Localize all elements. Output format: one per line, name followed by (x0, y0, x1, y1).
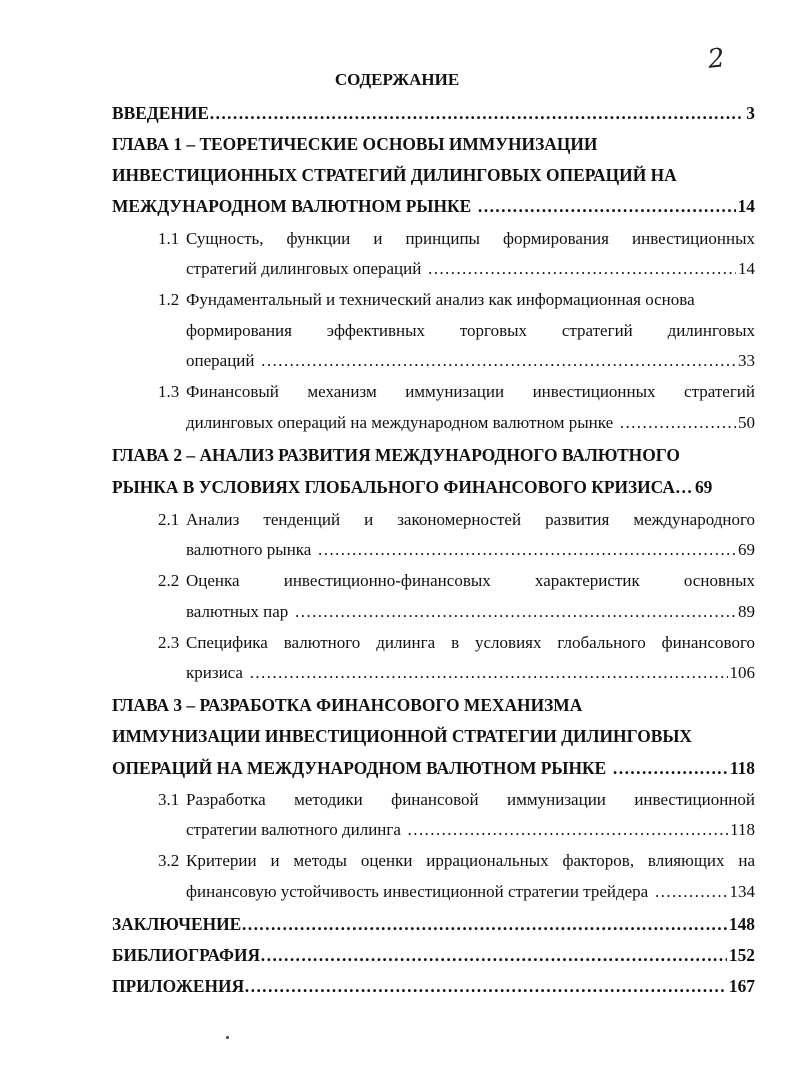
toc-entry-2-2[interactable] (186, 597, 755, 627)
section-2-2-line1[interactable]: Оценка инвестиционно-финансовых характеристик основных (186, 571, 755, 590)
toc-entry-chapter3[interactable] (112, 753, 755, 783)
toc-label: ПРИЛОЖЕНИЯ (112, 976, 245, 996)
leader-dots (427, 254, 736, 284)
page-title: СОДЕРЖАНИЕ (334, 70, 460, 89)
chapter1-title-line1[interactable]: ГЛАВА 1 – ТЕОРЕТИЧЕСКИЕ ОСНОВЫ ИММУНИЗАЦИИ (112, 134, 598, 154)
leader-dots (654, 877, 727, 907)
stray-dot (226, 1036, 229, 1039)
toc-page: 106 (729, 663, 755, 682)
toc-entry-chapter1[interactable] (112, 191, 755, 221)
toc-entry-2-1[interactable] (186, 535, 755, 565)
chapter2-title-line1[interactable]: ГЛАВА 2 – АНАЛИЗ РАЗВИТИЯ МЕЖДУНАРОДНОГО ВАЛЮТНОГО (112, 445, 680, 465)
toc-label: ВВЕДЕНИЕ (112, 103, 210, 123)
toc-entry-1-2[interactable] (186, 346, 755, 376)
section-number: 1.2 (158, 290, 180, 309)
toc-label: РЫНКА В УСЛОВИЯХ ГЛОБАЛЬНОГО ФИНАНСОВОГО КРИЗИСА (112, 477, 675, 497)
section-1-3-line1[interactable]: Финансовый механизм иммунизации инвестиционных стратегий (186, 382, 755, 401)
toc-page: 152 (728, 945, 755, 965)
section-number: 3.1 (158, 790, 180, 809)
toc-entry-bibliography[interactable] (112, 940, 755, 970)
section-2-1-line1[interactable]: Анализ тенденций и закономерностей развития международного (186, 510, 755, 529)
chapter1-title-line2[interactable]: ИНВЕСТИЦИОННЫХ СТРАТЕГИЙ ДИЛИНГОВЫХ ОПЕРАЦИЙ НА (112, 165, 677, 185)
toc-entry-3-2[interactable] (186, 877, 755, 907)
toc-label: ОПЕРАЦИЙ НА МЕЖДУНАРОДНОМ ВАЛЮТНОМ РЫНКЕ (112, 758, 607, 778)
toc-page: 14 (738, 259, 755, 278)
toc-label: БИБЛИОГРАФИЯ (112, 945, 261, 965)
leader-dots (249, 658, 728, 688)
section-number: 3.2 (158, 851, 180, 870)
leader-dots (619, 408, 736, 438)
handwritten-page-number: 2 (706, 43, 727, 75)
toc-page: 69 (694, 477, 713, 497)
toc-page: 148 (728, 914, 755, 934)
toc-page: 167 (728, 976, 755, 996)
toc-entry-conclusion[interactable] (112, 909, 755, 939)
toc-label: ЗАКЛЮЧЕНИЕ (112, 914, 242, 934)
toc-page: 134 (729, 882, 755, 901)
leader-dots (244, 971, 727, 1001)
toc-label: операций (186, 351, 255, 370)
toc-entry-2-3[interactable] (186, 658, 755, 688)
section-number: 2.3 (158, 633, 180, 652)
section-1-1-line1[interactable]: Сущность, функции и принципы формирования инвестиционных (186, 229, 755, 248)
leader-dots (612, 753, 728, 783)
section-number: 2.1 (158, 510, 180, 529)
toc-label: дилинговых операций на международном валютном рынке (186, 413, 614, 432)
section-3-1-line1[interactable]: Разработка методики финансовой иммунизации инвестиционной (186, 790, 755, 809)
toc-entry-appendices[interactable] (112, 971, 755, 1001)
leader-dots (209, 98, 744, 128)
toc-label: валютного рынка (186, 540, 312, 559)
chapter3-title-line2[interactable]: ИММУНИЗАЦИИ ИНВЕСТИЦИОННОЙ СТРАТЕГИИ ДИЛИНГОВЫХ (112, 726, 692, 746)
toc-entry-intro[interactable] (112, 98, 755, 128)
section-3-2-line1[interactable]: Критерии и методы оценки иррациональных факторов, влияющих на (186, 851, 755, 870)
toc-page: 118 (730, 820, 755, 839)
toc-page: 50 (738, 413, 755, 432)
toc-label: валютных пар (186, 602, 289, 621)
toc-page: 69 (738, 540, 755, 559)
section-number: 1.1 (158, 229, 180, 248)
toc-page: 3 (746, 103, 755, 123)
leader-dots (407, 815, 728, 845)
toc-entry-chapter2[interactable] (112, 472, 755, 502)
toc-page: 14 (737, 196, 755, 216)
toc-page: 33 (738, 351, 755, 370)
section-2-3-line1[interactable]: Специфика валютного дилинга в условиях глобального финансового (186, 633, 755, 652)
leader-dots (241, 909, 727, 939)
leader-dots (260, 346, 736, 376)
leader-dots (675, 472, 693, 502)
chapter3-title-line1[interactable]: ГЛАВА 3 – РАЗРАБОТКА ФИНАНСОВОГО МЕХАНИЗМА (112, 695, 583, 715)
toc-page: 118 (729, 758, 755, 778)
toc-label: МЕЖДУНАРОДНОМ ВАЛЮТНОМ РЫНКЕ (112, 196, 472, 216)
section-1-2-line2[interactable]: формирования эффективных торговых стратегий дилинговых (186, 321, 755, 340)
toc-entry-1-1[interactable] (186, 254, 755, 284)
leader-dots (317, 535, 736, 565)
section-number: 2.2 (158, 571, 180, 590)
toc-label: кризиса (186, 663, 243, 682)
toc-label: стратегии валютного дилинга (186, 820, 401, 839)
section-1-2-line1[interactable]: Фундаментальный и технический анализ как информационная основа (186, 290, 695, 309)
leader-dots (260, 940, 727, 970)
toc-entry-3-1[interactable] (186, 815, 755, 845)
toc-entry-1-3[interactable] (186, 408, 755, 438)
toc-page: 89 (738, 602, 755, 621)
leader-dots (294, 597, 736, 627)
toc-label: стратегий дилинговых операций (186, 259, 422, 278)
section-number: 1.3 (158, 382, 180, 401)
toc-label: финансовую устойчивость инвестиционной стратегии трейдера (186, 882, 649, 901)
leader-dots (477, 191, 735, 221)
